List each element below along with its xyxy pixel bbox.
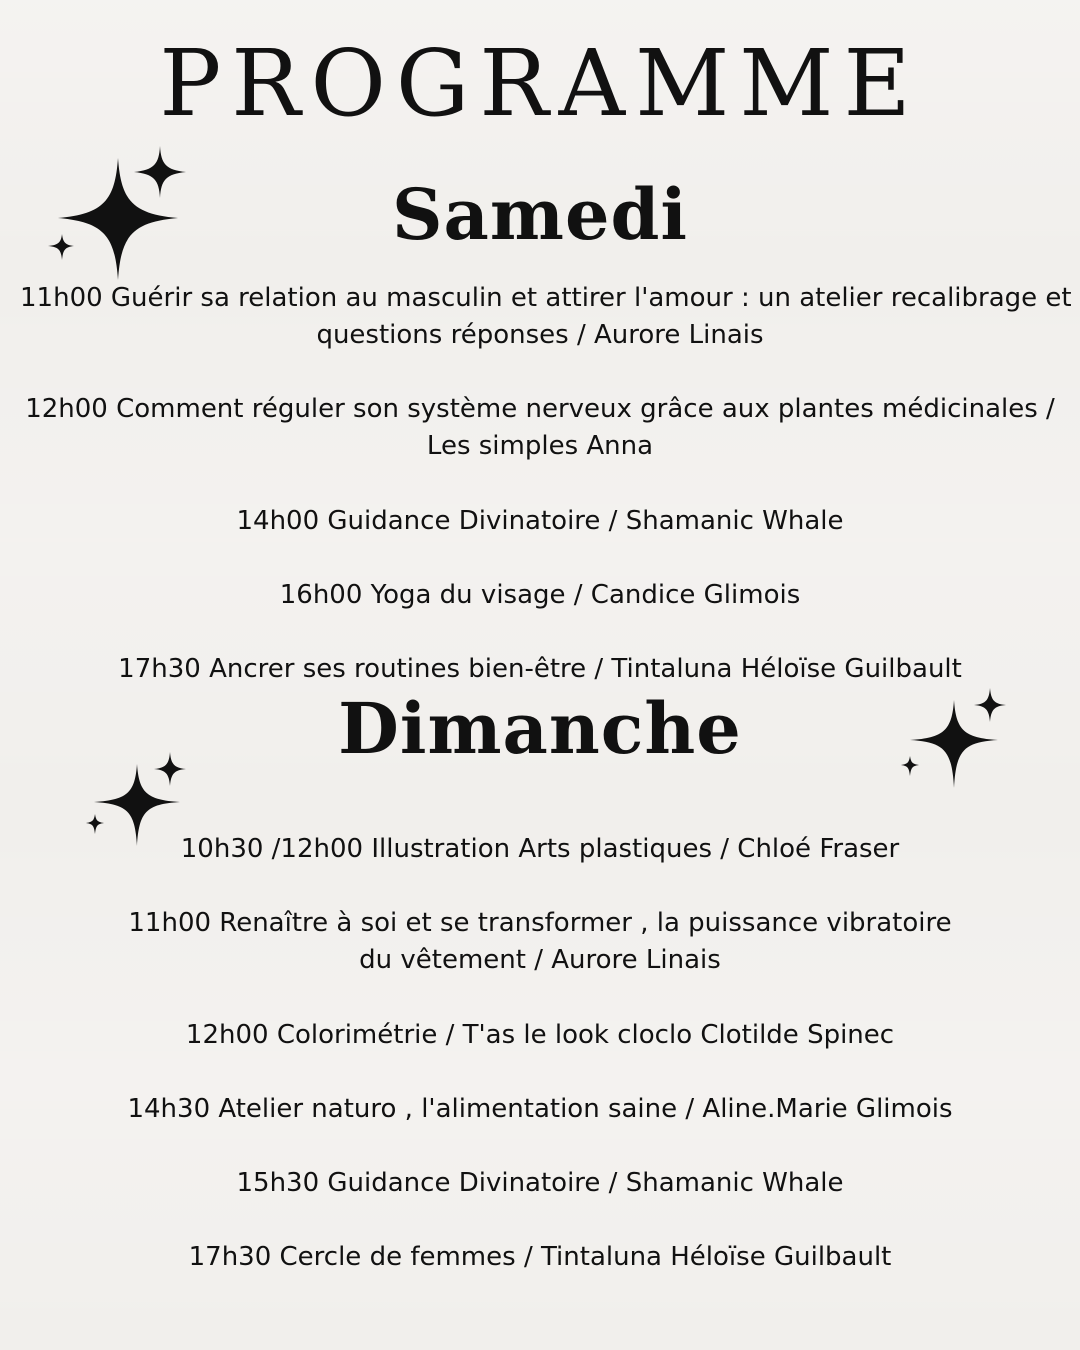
sparkle-icon (80, 748, 190, 853)
schedule-line: 17h30 Cercle de femmes / Tintaluna Héloïse Guilbault (188, 1242, 892, 1272)
schedule-item (20, 651, 1060, 688)
sparkle-icon (896, 684, 1011, 794)
schedule-item (20, 1239, 1060, 1276)
schedule-line: 10h30 /12h00 Illustration Arts plastiques / Chloé Fraser (180, 834, 900, 864)
schedule-item (20, 1165, 1060, 1202)
schedule-line: Les simples Anna (426, 431, 654, 461)
schedule-line: 16h00 Yoga du visage / Candice Glimois (279, 580, 801, 610)
schedule-item (20, 391, 1060, 465)
schedule-item (20, 1091, 1060, 1128)
schedule-item (20, 905, 1060, 979)
schedule-item (20, 503, 1060, 540)
schedule-line: du vêtement / Aurore Linais (359, 945, 721, 975)
sparkle-icon (40, 140, 200, 290)
day-heading-dimanche: Dimanche (338, 687, 742, 770)
schedule-line: 11h00 Guérir sa relation au masculin et attirer l'amour : un atelier recalibrage et (20, 283, 1072, 313)
schedule-line: 14h00 Guidance Divinatoire / Shamanic Whale (236, 506, 844, 536)
schedule-line: 17h30 Ancrer ses routines bien-être / Tintaluna Héloïse Guilbault (118, 654, 962, 684)
schedule-item (20, 1017, 1060, 1054)
schedule-line: 12h00 Colorimétrie / T'as le look cloclo Clotilde Spinec (185, 1020, 895, 1050)
page-title: PROGRAMME (159, 30, 921, 137)
schedule-line: 14h30 Atelier naturo , l'alimentation saine / Aline.Marie Glimois (127, 1094, 953, 1124)
schedule-line: 11h00 Renaître à soi et se transformer , la puissance vibratoire (128, 908, 952, 938)
schedule-item (20, 577, 1060, 614)
schedule-line: 15h30 Guidance Divinatoire / Shamanic Whale (236, 1168, 844, 1198)
schedule-item (20, 280, 1072, 354)
day-heading-samedi: Samedi (391, 173, 689, 256)
schedule-line: 12h00 Comment réguler son système nerveux grâce aux plantes médicinales / (25, 394, 1055, 424)
schedule-line: questions réponses / Aurore Linais (316, 320, 764, 350)
